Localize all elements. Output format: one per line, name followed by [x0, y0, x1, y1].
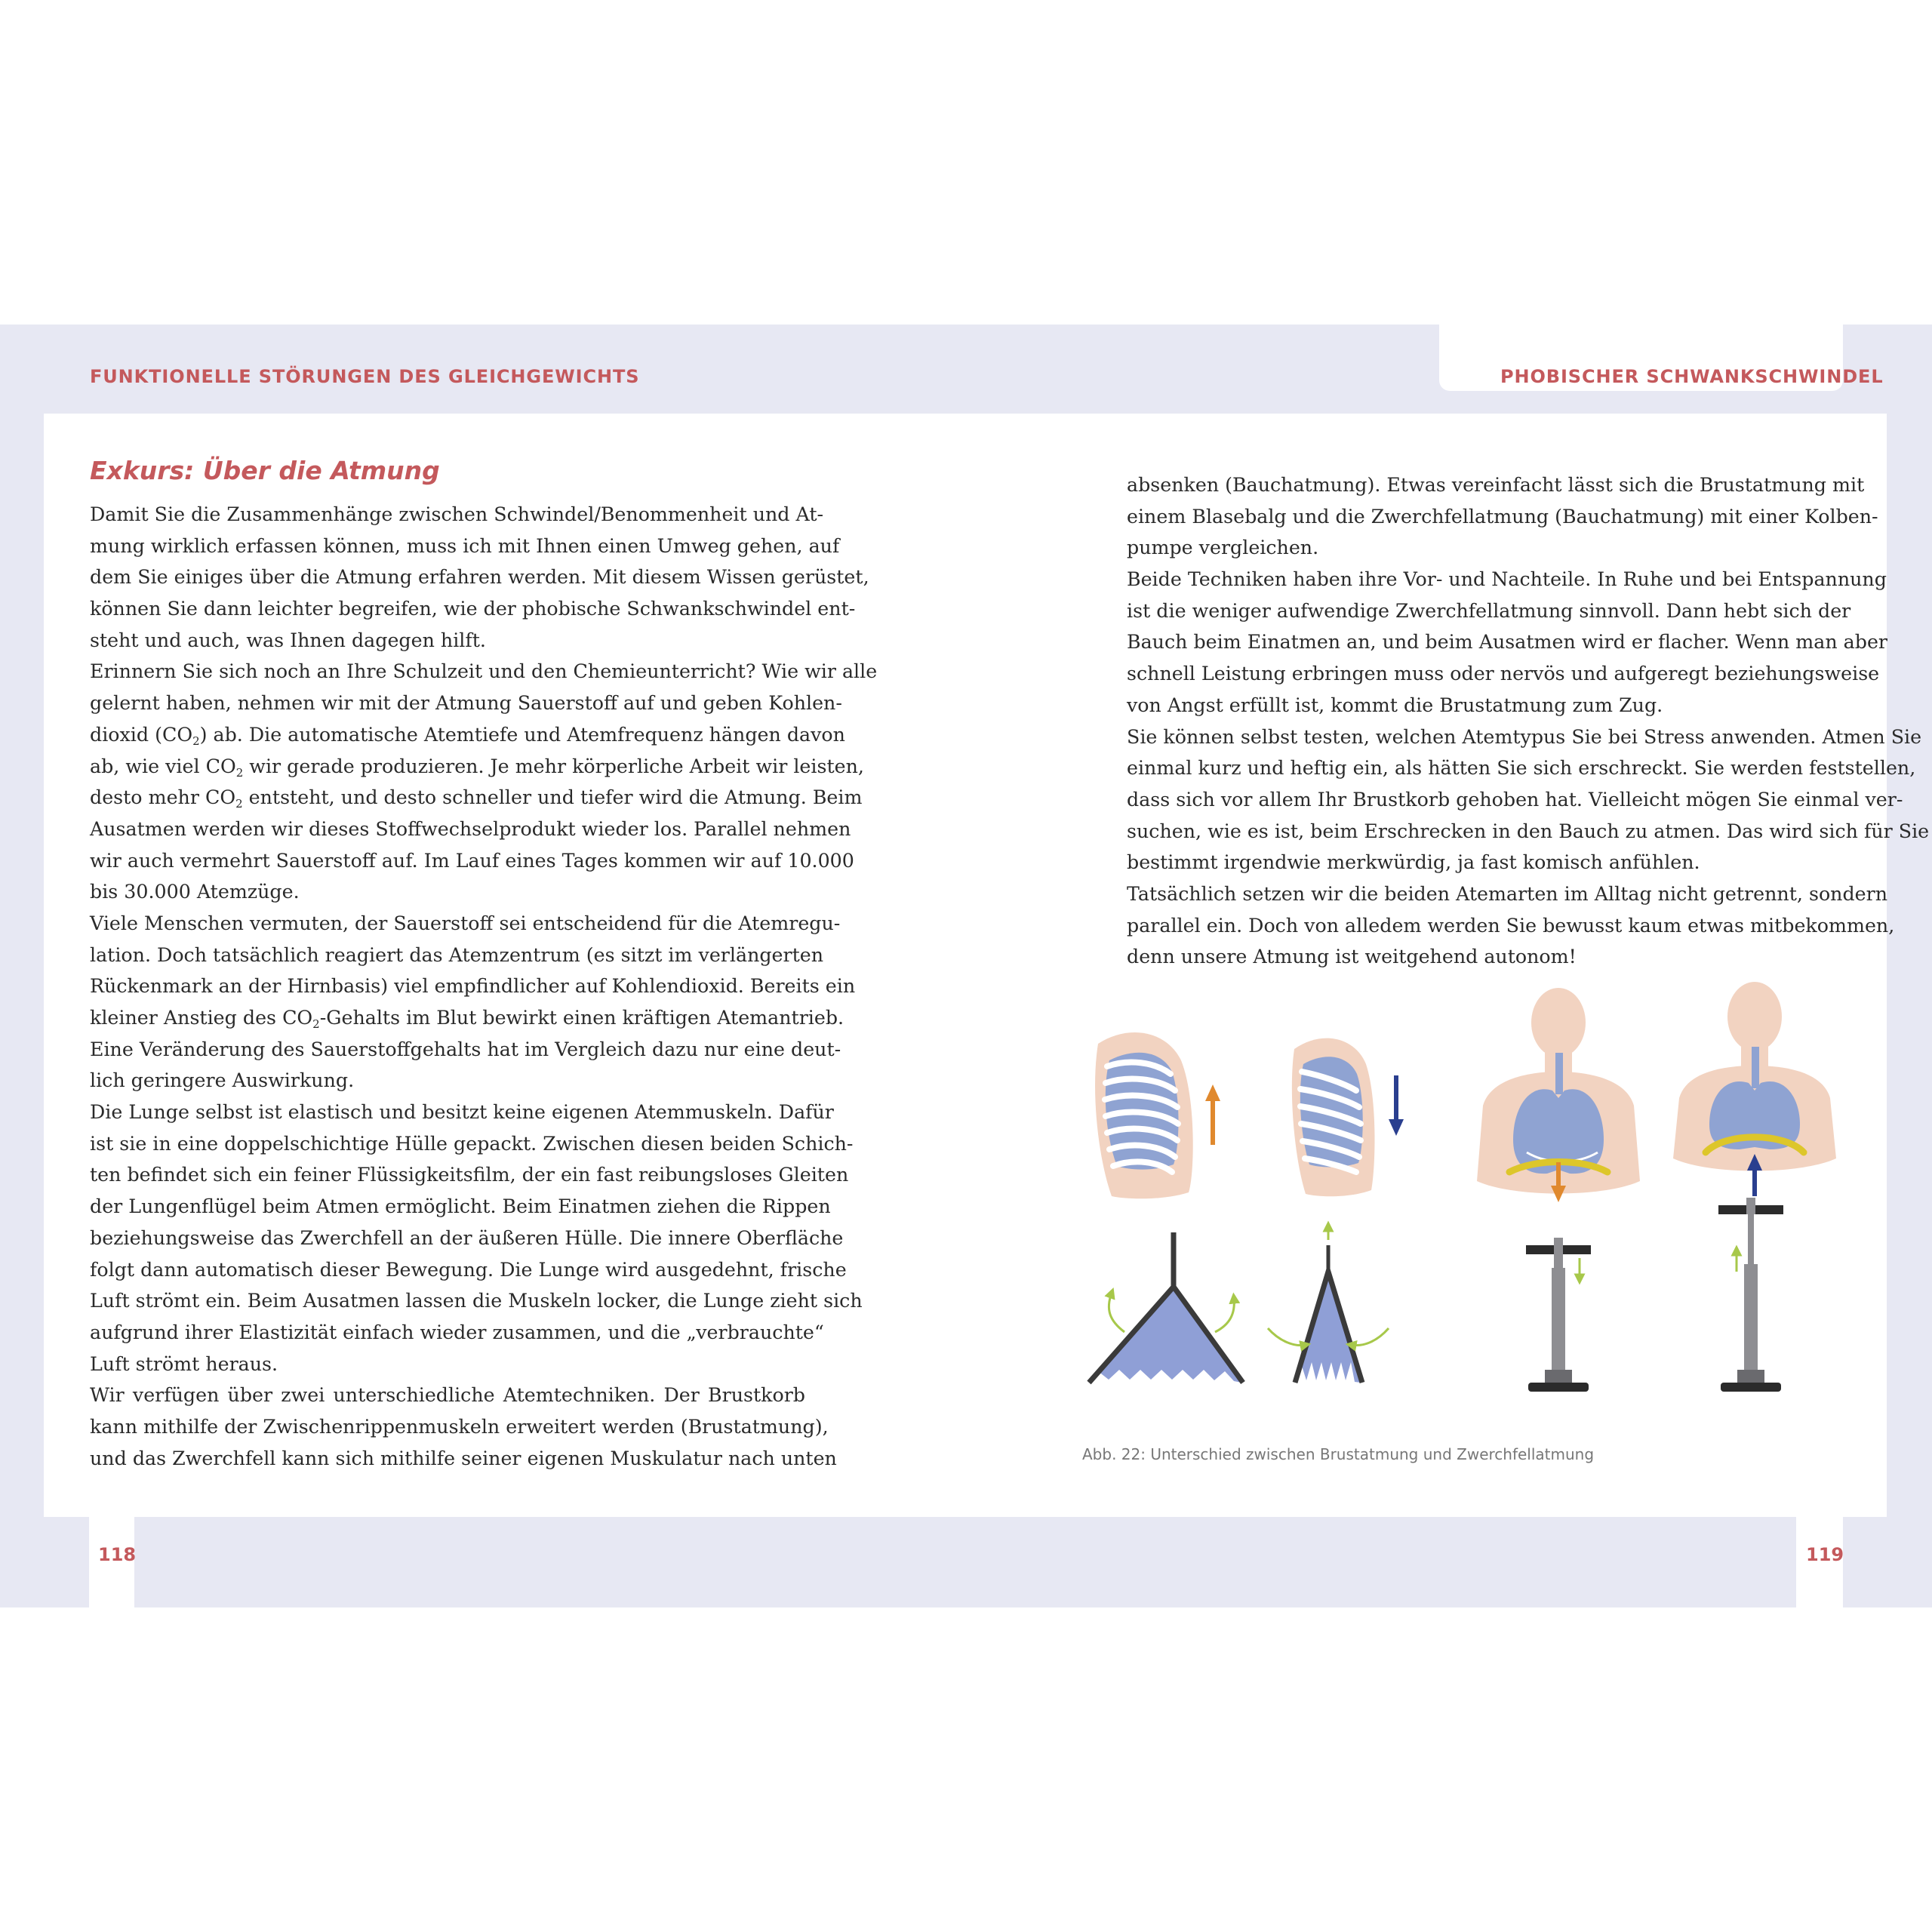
text-line: schnell Leistung erbringen muss oder nervös und aufgeregt beziehungsweise [1127, 663, 1880, 685]
running-header-left: FUNKTIONELLE STÖRUNGEN DES GLEICHGEWICHTS [90, 366, 640, 387]
text-line: der Lungenflügel beim Atmen ermöglicht. Beim Einatmen ziehen die Rippen [90, 1195, 831, 1218]
text-line: Wir verfügen über zwei unterschiedliche Atemtechniken. Der Brustkorb [90, 1384, 805, 1407]
text-line: steht und auch, was Ihnen dagegen hilft. [90, 629, 486, 651]
page-number-left: 118 [98, 1544, 137, 1565]
running-header-right: PHOBISCHER SCHWANKSCHWINDEL [1500, 366, 1884, 387]
text-line: einem Blasebalg und die Zwerchfellatmung (Bauchatmung) mit einer Kolben- [1127, 505, 1878, 528]
text-line: folgt dann automatisch dieser Bewegung. Die Lunge wird ausgedehnt, frische [90, 1258, 847, 1281]
left-text-column [90, 499, 878, 1474]
text-line: denn unsere Atmung ist weitgehend autonom! [1127, 946, 1577, 968]
text-line: pumpe vergleichen. [1127, 537, 1319, 559]
torso-diaphragm-up [1673, 982, 1836, 1196]
right-text-column [1127, 469, 1930, 973]
text-line: Viele Menschen vermuten, der Sauerstoff sei entscheidend für die Atemregu- [90, 912, 841, 934]
text-line: kleiner Anstieg des $CO_2$-Gehalts im Blut bewirkt einen kräftigen Atemantrieb. [90, 1007, 844, 1031]
text-line: bestimmt irgendwie merkwürdig, ja fast komisch anfühlen. [1127, 851, 1700, 874]
torso-diaphragm-down [1477, 988, 1640, 1202]
text-line: können Sie dann leichter begreifen, wie der phobische Schwankschwindel ent- [90, 598, 856, 620]
piston-pump-up [1718, 1198, 1783, 1392]
text-line: von Angst erfüllt ist, kommt die Brustatmung zum Zug. [1127, 694, 1663, 716]
text-line: einmal kurz und heftig ein, als hätten Sie sich erschreckt. Sie werden feststellen, [1127, 757, 1916, 780]
text-line: Tatsächlich setzen wir die beiden Atemarten im Alltag nicht getrennt, sondern [1127, 882, 1888, 905]
text-line: beziehungsweise das Zwerchfell an der äußeren Hülle. Die innere Oberfläche [90, 1226, 844, 1249]
text-line: lich geringere Auswirkung. [90, 1069, 355, 1092]
text-line: Bauch beim Einatmen an, und beim Ausatmen wird er flacher. Wenn man aber [1127, 631, 1888, 654]
text-line: Luft strömt heraus. [90, 1352, 278, 1375]
text-line: gelernt haben, nehmen wir mit der Atmung Sauerstoff auf und geben Kohlen- [90, 692, 842, 715]
bellows-closed [1268, 1226, 1389, 1383]
text-line: und das Zwerchfell kann sich mithilfe seiner eigenen Muskulatur nach unten [90, 1447, 837, 1469]
text-line: Damit Sie die Zusammenhänge zwischen Schwindel/Benommenheit und At- [90, 503, 824, 525]
text-line: ten befindet sich ein feiner Flüssigkeitsfilm, der ein fast reibungsloses Gleiten [90, 1164, 849, 1186]
breathing-figure [1075, 977, 1854, 1423]
page-number-right: 119 [1806, 1544, 1844, 1565]
text-line: Luft strömt ein. Beim Ausatmen lassen die Muskeln locker, die Lunge zieht sich [90, 1290, 863, 1312]
text-line: absenken (Bauchatmung). Etwas vereinfacht lässt sich die Brustatmung mit [1127, 474, 1865, 496]
text-line: Sie können selbst testen, welchen Atemtypus Sie bei Stress anwenden. Atmen Sie [1127, 725, 1922, 748]
text-line: aufgrund ihrer Elastizität einfach wieder zusammen, und die „verbrauchte“ [90, 1321, 824, 1343]
text-line: Eine Veränderung des Sauerstoffgehalts hat im Vergleich dazu nur eine deut- [90, 1038, 841, 1060]
text-line: desto mehr $CO_2$ entsteht, und desto schneller und tiefer wird die Atmung. Beim [90, 786, 863, 811]
text-line: Erinnern Sie sich noch an Ihre Schulzeit und den Chemieunterricht? Wie wir alle [90, 660, 878, 683]
text-line: lation. Doch tatsächlich reagiert das Atemzentrum (es sitzt im verlängerten [90, 943, 824, 966]
text-line: Ausatmen werden wir dieses Stoffwechselprodukt wieder los. Parallel nehmen [90, 817, 851, 840]
text-line: dioxid $(CO_2)$ ab. Die automatische Atemtiefe und Atemfrequenz hängen davon [90, 723, 845, 748]
bellows-open [1089, 1232, 1243, 1383]
text-line: suchen, wie es ist, beim Erschrecken in den Bauch zu atmen. Das wird sich für Sie [1127, 820, 1930, 842]
text-line: mung wirklich erfassen können, muss ich mit Ihnen einen Umweg gehen, auf [90, 534, 840, 557]
ribcage-inhale [1095, 1032, 1220, 1198]
text-line: dem Sie einiges über die Atmung erfahren werden. Mit diesem Wissen gerüstet, [90, 566, 869, 589]
text-line: bis 30.000 Atemzüge. [90, 881, 300, 903]
text-line: Rückenmark an der Hirnbasis) viel empfindlicher auf Kohlendioxid. Bereits ein [90, 975, 856, 998]
text-line: Beide Techniken haben ihre Vor- und Nachteile. In Ruhe und bei Entspannung [1127, 568, 1887, 591]
ribcage-exhale [1292, 1038, 1404, 1197]
text-line: Die Lunge selbst ist elastisch und besitzt keine eigenen Atemmuskeln. Dafür [90, 1101, 834, 1124]
text-line: ist die weniger aufwendige Zwerchfellatmung sinnvoll. Dann hebt sich der [1127, 599, 1851, 622]
text-line: kann mithilfe der Zwischenrippenmuskeln erweitert werden (Brustatmung), [90, 1415, 829, 1438]
text-line: ist sie in eine doppelschichtige Hülle gepackt. Zwischen diesen beiden Schich- [90, 1132, 854, 1155]
figure-caption: Abb. 22: Unterschied zwischen Brustatmung und Zwerchfellatmung [1082, 1445, 1595, 1463]
text-line: dass sich vor allem Ihr Brustkorb gehoben hat. Vielleicht mögen Sie einmal ver- [1127, 788, 1903, 811]
text-line: wir auch vermehrt Sauerstoff auf. Im Lauf eines Tages kommen wir auf 10.000 [90, 849, 854, 872]
piston-pump-down [1526, 1238, 1591, 1392]
text-line: ab, wie viel $CO_2$ wir gerade produzieren. Je mehr körperliche Arbeit wir leisten, [90, 755, 864, 780]
text-line: parallel ein. Doch von alledem werden Sie bewusst kaum etwas mitbekommen, [1127, 914, 1895, 937]
section-title: Exkurs: Über die Atmung [90, 456, 440, 485]
